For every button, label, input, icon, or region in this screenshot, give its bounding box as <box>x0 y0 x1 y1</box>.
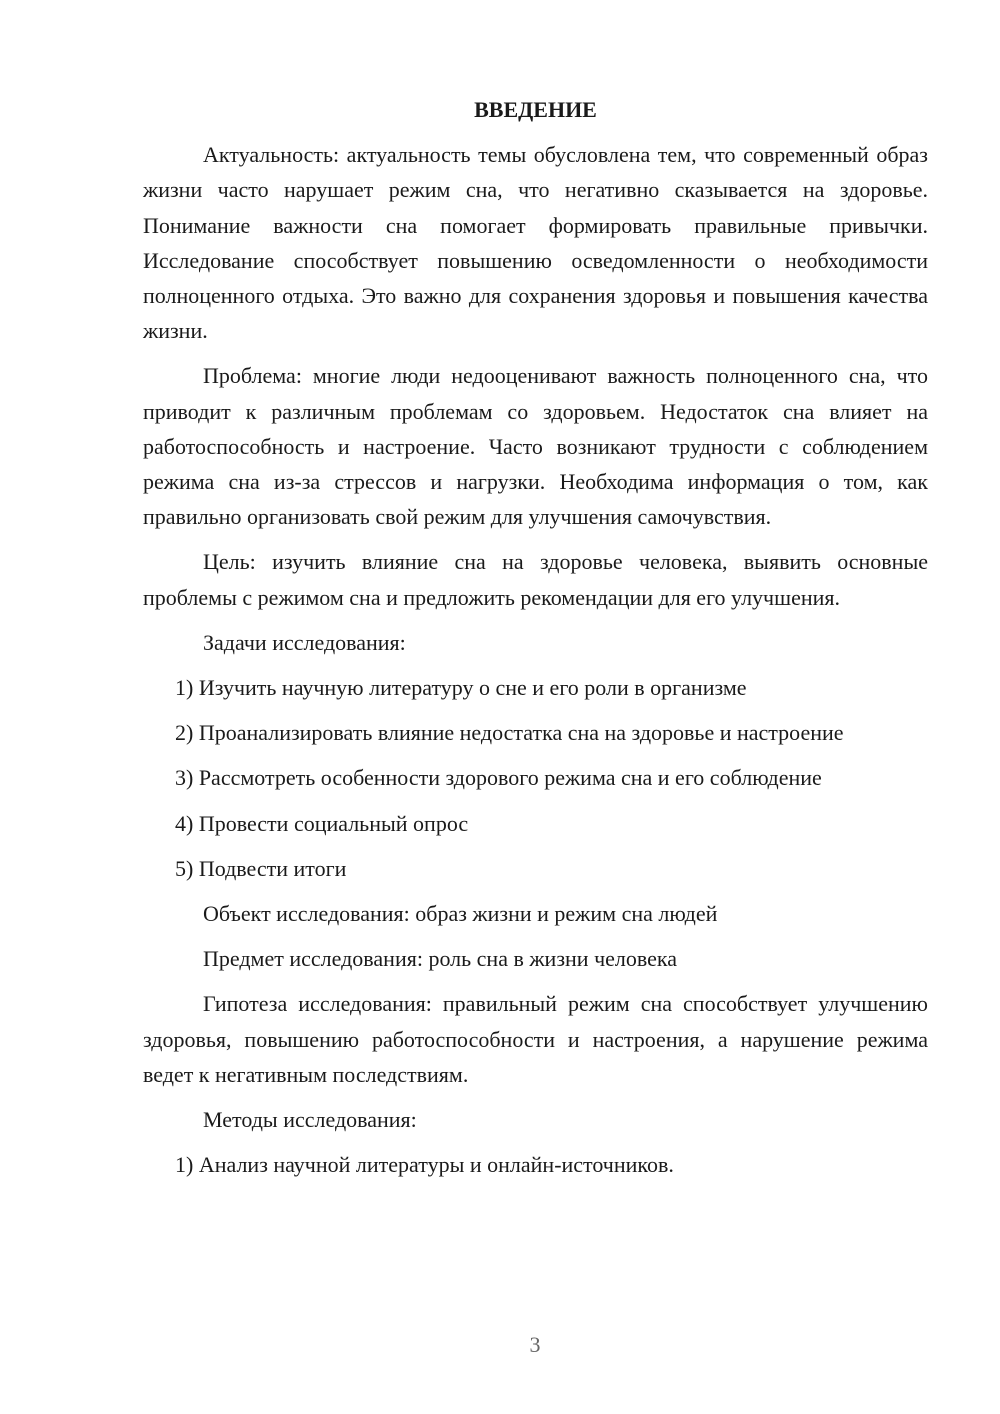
task-item: 5) Подвести итоги <box>175 855 347 881</box>
relevance-paragraph: Актуальность: актуальность темы обусловлена тем, что современный образ жизни часто нарушает режим сна, что негативно сказывается на здоровье. Понимание важности сна помогает формировать правильные привычки. Исследование способствует повышению осведомленности о необходимости полноценного отдыха. Это важно для сохранения здоровья и повышения качества жизни. <box>143 142 928 344</box>
object-paragraph: Объект исследования: образ жизни и режим сна людей <box>203 901 718 927</box>
task-item: 3) Рассмотреть особенности здорового режима сна и его соблюдение <box>175 765 822 791</box>
page-content <box>143 92 928 1192</box>
task-item: 2) Проанализировать влияние недостатка сна на здоровье и настроение <box>175 720 844 746</box>
methods-title: Методы исследования: <box>203 1107 417 1133</box>
subject-paragraph: Предмет исследования: роль сна в жизни человека <box>203 946 678 972</box>
problem-paragraph: Проблема: многие люди недооценивают важность полноценного сна, что приводит к различным проблемам со здоровьем. Недостаток сна влияет на работоспособность и настроение. Часто возникают трудности с соблюдением режима сна из-за стрессов и нагрузки. Необходима информация о том, как правильно организовать свой режим для улучшения самочувствия. <box>143 363 928 530</box>
task-item: 4) Провести социальный опрос <box>175 810 469 836</box>
method-item: 1) Анализ научной литературы и онлайн-источников. <box>175 1152 674 1178</box>
hypothesis-paragraph: Гипотеза исследования: правильный режим сна способствует улучшению здоровья, повышению работоспособности и настроения, а нарушение режима ведет к негативным последствиям. <box>143 991 928 1087</box>
goal-paragraph: Цель: изучить влияние сна на здоровье человека, выявить основные проблемы с режимом сна и предложить рекомендации для его улучшения. <box>143 549 928 610</box>
page-number: 3 <box>529 1332 541 1357</box>
tasks-title: Задачи исследования: <box>203 629 406 655</box>
section-heading: ВВЕДЕНИЕ <box>474 97 597 122</box>
task-item: 1) Изучить научную литературу о сне и его роли в организме <box>175 675 747 701</box>
